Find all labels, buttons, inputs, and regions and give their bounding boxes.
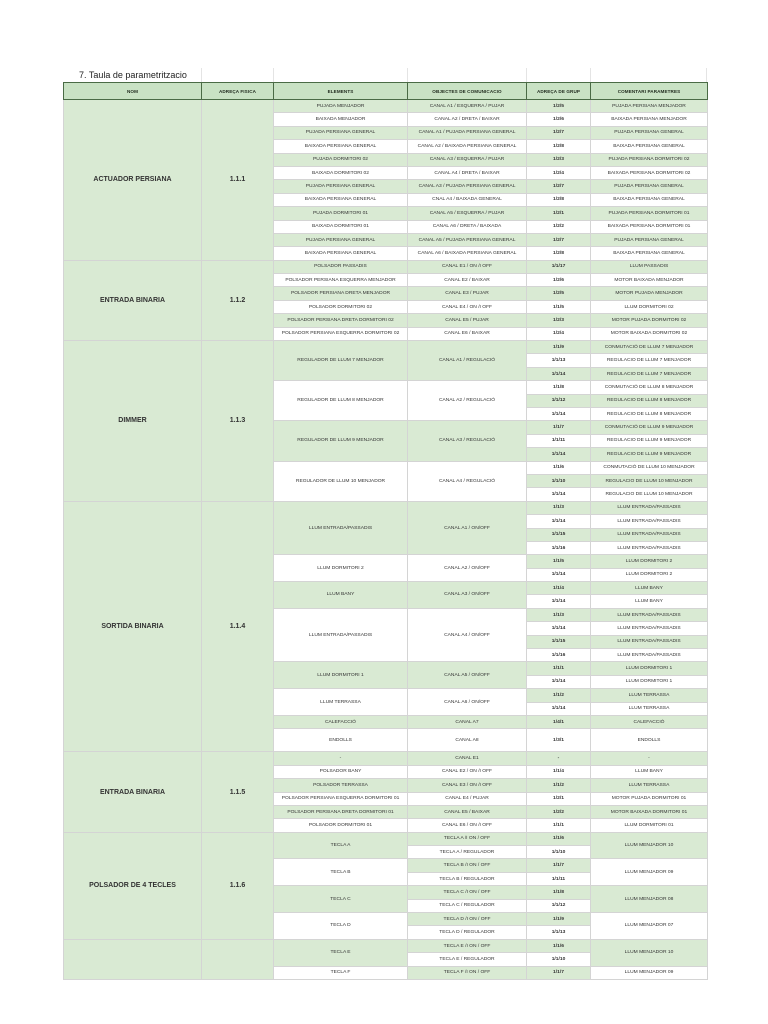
element-cell: BAIXADA DORMITORI 02 bbox=[274, 166, 408, 179]
device-name: DIMMER bbox=[64, 341, 202, 502]
element-cell: LLUM TERRASSA bbox=[274, 689, 408, 716]
comment-cell: REGULACIO DE LLUM 8 MENJADOR bbox=[591, 407, 708, 420]
group-address-cell: 1/1/4 bbox=[527, 582, 591, 595]
group-address-cell: 1/1/2 bbox=[527, 779, 591, 792]
comment-cell: LLUM MENJADOR 09 bbox=[591, 966, 708, 979]
element-cell: BAIXADA PERSIANA GENERAL bbox=[274, 247, 408, 260]
element-cell: PUJADA PERSIANA GENERAL bbox=[274, 180, 408, 193]
comment-cell: PUJADA PERSIANA GENERAL bbox=[591, 233, 708, 246]
comment-cell: MOTOR BAIXADA MENJADOR bbox=[591, 274, 708, 287]
comment-cell: LLUM DORMITORI 01 bbox=[591, 819, 708, 832]
table-body bbox=[64, 100, 708, 980]
comment-cell: LLUM DORMITORI 1 bbox=[591, 662, 708, 675]
group-address-cell: 1/1/6 bbox=[527, 461, 591, 474]
group-address-cell: 1/1/1 bbox=[527, 662, 591, 675]
comment-cell: BAIXADA PERSIANA DORMITORI 02 bbox=[591, 166, 708, 179]
object-cell: CANAL E4 / ON /I OFF bbox=[408, 300, 527, 313]
object-cell: TECLA D / REGULADOR bbox=[408, 926, 527, 939]
group-address-cell: 1/2/8 bbox=[527, 247, 591, 260]
element-cell: POLSADOR DORMITORI 02 bbox=[274, 300, 408, 313]
comment-cell: LLUM ENTRADA/PASSADIS bbox=[591, 515, 708, 528]
object-cell: CANAL A5 / ESQUERRA / PUJAR bbox=[408, 207, 527, 220]
object-cell: CANAL A3 / REGULACIÓ bbox=[408, 421, 527, 461]
object-cell: TECLA C /I ON / OFF bbox=[408, 886, 527, 899]
element-cell: REGULADOR DE LLUM 8 MENJADOR bbox=[274, 381, 408, 421]
element-cell: PUJADA MENJADOR bbox=[274, 100, 408, 113]
comment-cell: LLUM DORMITORI 1 bbox=[591, 675, 708, 688]
group-address-cell: 1/2/7 bbox=[527, 180, 591, 193]
comment-cell: PUJADA PERSIANA DORMITORI 02 bbox=[591, 153, 708, 166]
object-cell: CANAL A1 / ESQUERRA / PUJAR bbox=[408, 100, 527, 113]
comment-cell: PUJADA PERSIANA MENJADOR bbox=[591, 100, 708, 113]
element-cell: LLUM BANY bbox=[274, 582, 408, 609]
device-name: ENTRADA BINARIA bbox=[64, 752, 202, 832]
element-cell: TECLA C bbox=[274, 886, 408, 913]
group-address-cell: 1/1/17 bbox=[527, 260, 591, 273]
group-address-cell: 1/2/1 bbox=[527, 207, 591, 220]
comment-cell: LLUM MENJADOR 10 bbox=[591, 939, 708, 966]
object-cell: CANAL A6 / BAIXADA PERSIANA GENERAL bbox=[408, 247, 527, 260]
comment-cell: LLUM ENTRADA/PASSADIS bbox=[591, 649, 708, 662]
object-cell: TECLA A /I ON / OFF bbox=[408, 832, 527, 845]
element-cell: PUJADA PERSIANA GENERAL bbox=[274, 126, 408, 139]
group-address-cell: 1/1/13 bbox=[527, 926, 591, 939]
comment-cell: LLUM ENTRADA/PASSADIS bbox=[591, 608, 708, 621]
group-address-cell: 1/1/14 bbox=[527, 675, 591, 688]
group-address-cell: 1/1/8 bbox=[527, 886, 591, 899]
element-cell: POLSADOR BANY bbox=[274, 765, 408, 778]
object-cell: CANAL A3 / ON/OFF bbox=[408, 582, 527, 609]
physical-address: 1.1.4 bbox=[202, 501, 274, 752]
object-cell: CANAL A2 / DRETA / BAIXAR bbox=[408, 113, 527, 126]
group-address-cell: 1/1/14 bbox=[527, 515, 591, 528]
group-address-cell: 1/1/10 bbox=[527, 846, 591, 859]
group-address-cell: 1/1/14 bbox=[527, 407, 591, 420]
object-cell: CANAL A2 / REGULACIÓ bbox=[408, 381, 527, 421]
comment-cell: CONMUTACIÓ DE LLUM 10 MENJADOR bbox=[591, 461, 708, 474]
comment-cell: LLUM TERRASSA bbox=[591, 779, 708, 792]
element-cell: POLSADOR PASSADIS bbox=[274, 260, 408, 273]
comment-cell: LLUM ENTRADA/PASSADIS bbox=[591, 635, 708, 648]
object-cell: CNAL A4 / BAIXADA GENERAL bbox=[408, 193, 527, 206]
col-header-adreca-fisica: ADREÇA FISICA bbox=[202, 83, 274, 100]
col-header-nom: NOM bbox=[64, 83, 202, 100]
group-address-cell: 1/1/9 bbox=[527, 913, 591, 926]
object-cell: CANAL A1 / PUJADA PERSIANA GENERAL bbox=[408, 126, 527, 139]
physical-address: 1.1.2 bbox=[202, 260, 274, 340]
object-cell: CANAL E3 / ON /I OFF bbox=[408, 779, 527, 792]
table-row bbox=[64, 832, 708, 845]
group-address-cell: 1/1/7 bbox=[527, 421, 591, 434]
comment-cell: LLUM MENJADOR 10 bbox=[591, 832, 708, 859]
group-address-cell: 1/1/2 bbox=[527, 689, 591, 702]
object-cell: CANAL E4 / PUJAR bbox=[408, 792, 527, 805]
group-address-cell: 1/1/11 bbox=[527, 434, 591, 447]
comment-cell: PUJADA PERSIANA GENERAL bbox=[591, 180, 708, 193]
element-cell: BAIXADA MENJADOR bbox=[274, 113, 408, 126]
group-address-cell: 1/1/14 bbox=[527, 488, 591, 501]
group-address-cell: - bbox=[527, 752, 591, 765]
element-cell: PUJADA DORMITORI 01 bbox=[274, 207, 408, 220]
comment-cell: LLUM MENJADOR 09 bbox=[591, 859, 708, 886]
comment-cell: REGULACIO DE LLUM 9 MENJADOR bbox=[591, 448, 708, 461]
object-cell: CANAL A2 / ON/OFF bbox=[408, 555, 527, 582]
comment-cell: LLUM DORMITORI 2 bbox=[591, 555, 708, 568]
table-row bbox=[64, 341, 708, 354]
comment-cell: REGULACIO DE LLUM 9 MENJADOR bbox=[591, 434, 708, 447]
group-address-cell: 1/2/6 bbox=[527, 274, 591, 287]
group-address-cell: 1/1/13 bbox=[527, 354, 591, 367]
group-address-cell: 1/1/1 bbox=[527, 819, 591, 832]
group-address-cell: 1/2/3 bbox=[527, 153, 591, 166]
header-row bbox=[64, 83, 708, 100]
object-cell: TECLA F /I ON / OFF bbox=[408, 966, 527, 979]
comment-cell: REGULACIO DE LLUM 10 MENJADOR bbox=[591, 488, 708, 501]
comment-cell: LLUM ENTRADA/PASSADIS bbox=[591, 501, 708, 514]
table-row bbox=[64, 752, 708, 765]
group-address-cell: 1/1/15 bbox=[527, 528, 591, 541]
comment-cell: CONMUTACIÓ DE LLUM 7 MENJADOR bbox=[591, 341, 708, 354]
object-cell: TECLA E / REGULADOR bbox=[408, 953, 527, 966]
comment-cell: PUJADA PERSIANA DORMITORI 01 bbox=[591, 207, 708, 220]
group-address-cell: 1/1/7 bbox=[527, 966, 591, 979]
group-address-cell: 1/2/5 bbox=[527, 287, 591, 300]
comment-cell: BAIXADA PERSIANA GENERAL bbox=[591, 193, 708, 206]
group-address-cell: 1/1/7 bbox=[527, 859, 591, 872]
comment-cell: MOTOR PUJADA MENJADOR bbox=[591, 287, 708, 300]
object-cell: TECLA D /I ON / OFF bbox=[408, 913, 527, 926]
comment-cell: CALEFACCIÓ bbox=[591, 715, 708, 728]
group-address-cell: 1/1/6 bbox=[527, 939, 591, 952]
element-cell: ENDOLLS bbox=[274, 729, 408, 752]
object-cell: CANAL A5 / ON/OFF bbox=[408, 662, 527, 689]
object-cell: TECLA B /I ON / OFF bbox=[408, 859, 527, 872]
element-cell: POLSADOR PERSIANA ESQUERRA MENJADOR bbox=[274, 274, 408, 287]
object-cell: CANAL E6 / BAIXAR bbox=[408, 327, 527, 340]
object-cell: CANAL A1 / REGULACIÓ bbox=[408, 341, 527, 381]
parameter-table bbox=[63, 82, 708, 980]
group-address-cell: 1/2/6 bbox=[527, 113, 591, 126]
object-cell: CANAL A4 / REGULACIÓ bbox=[408, 461, 527, 501]
object-cell: CANAL A8 bbox=[408, 729, 527, 752]
object-cell: CANAL E5 / BAIXAR bbox=[408, 805, 527, 818]
table-row bbox=[64, 939, 708, 952]
col-header-elements: ELEMENTS bbox=[274, 83, 408, 100]
group-address-cell: 1/2/3 bbox=[527, 314, 591, 327]
element-cell: BAIXADA PERSIANA GENERAL bbox=[274, 193, 408, 206]
table-row bbox=[64, 100, 708, 113]
physical-address: 1.1.6 bbox=[202, 832, 274, 939]
group-address-cell: 1/1/8 bbox=[527, 381, 591, 394]
group-address-cell: 1/2/4 bbox=[527, 166, 591, 179]
element-cell: POLSADOR TERRASSA bbox=[274, 779, 408, 792]
element-cell: TECLA B bbox=[274, 859, 408, 886]
comment-cell: LLUM PASSADIS bbox=[591, 260, 708, 273]
comment-cell: BAIXADA PERSIANA DORMITORI 01 bbox=[591, 220, 708, 233]
element-cell: BAIXADA PERSIANA GENERAL bbox=[274, 140, 408, 153]
element-cell: POLSADOR DORMITORI 01 bbox=[274, 819, 408, 832]
group-address-cell: 1/1/16 bbox=[527, 649, 591, 662]
object-cell: CANAL A7 bbox=[408, 715, 527, 728]
element-cell: LLUM DORMITORI 1 bbox=[274, 662, 408, 689]
group-address-cell: 1/1/14 bbox=[527, 702, 591, 715]
group-address-cell: 1/3/1 bbox=[527, 729, 591, 752]
object-cell: CANAL E6 / ON /I OFF bbox=[408, 819, 527, 832]
object-cell: CANAL A4 / ON/OFF bbox=[408, 608, 527, 662]
group-address-cell: 1/1/16 bbox=[527, 541, 591, 554]
comment-cell: ENDOLLS bbox=[591, 729, 708, 752]
group-address-cell: 1/2/5 bbox=[527, 100, 591, 113]
object-cell: CANAL A6 / ON/OFF bbox=[408, 689, 527, 716]
element-cell: TECLA D bbox=[274, 913, 408, 940]
comment-cell: CONMUTACIÓ DE LLUM 9 MENJADOR bbox=[591, 421, 708, 434]
sheet-title: 7. Taula de parametritzacio bbox=[79, 70, 187, 80]
group-address-cell: 1/2/8 bbox=[527, 193, 591, 206]
physical-address: 1.1.1 bbox=[202, 100, 274, 261]
comment-cell: BAIXADA PERSIANA MENJADOR bbox=[591, 113, 708, 126]
comment-cell: REGULACIO DE LLUM 7 MENJADOR bbox=[591, 354, 708, 367]
comment-cell: LLUM TERRASSA bbox=[591, 689, 708, 702]
group-address-cell: 1/2/8 bbox=[527, 140, 591, 153]
element-cell: BAIXADA DORMITORI 01 bbox=[274, 220, 408, 233]
object-cell: CANAL E1 / ON /I OFF bbox=[408, 260, 527, 273]
element-cell: LLUM ENTRADA/PASSADIS bbox=[274, 608, 408, 662]
group-address-cell: 1/1/6 bbox=[527, 832, 591, 845]
object-cell: CANAL A4 / DRETA / BAIXAR bbox=[408, 166, 527, 179]
comment-cell: LLUM DORMITORI 2 bbox=[591, 568, 708, 581]
element-cell: TECLA F bbox=[274, 966, 408, 979]
col-header-comentari: COMENTARI PARAMETRES bbox=[591, 83, 708, 100]
comment-cell: LLUM ENTRADA/PASSADIS bbox=[591, 541, 708, 554]
object-cell: CANAL A3 / PUJADA PERSIANA GENERAL bbox=[408, 180, 527, 193]
table-row bbox=[64, 501, 708, 514]
group-address-cell: 1/1/10 bbox=[527, 953, 591, 966]
comment-cell: LLUM ENTRADA/PASSADIS bbox=[591, 622, 708, 635]
element-cell: TECLA A bbox=[274, 832, 408, 859]
element-cell: TECLA E bbox=[274, 939, 408, 966]
object-cell: CANAL A2 / BAIXADA PERSIANA GENERAL bbox=[408, 140, 527, 153]
element-cell: LLUM ENTRADA/PASSADIS bbox=[274, 501, 408, 555]
element-cell: POLSADOR PERSIANA ESQUERRA DORMITORI 01 bbox=[274, 792, 408, 805]
object-cell: CANAL A1 / ON/OFF bbox=[408, 501, 527, 555]
element-cell: POLSADOR PERSIANA DRETA DORMITORI 02 bbox=[274, 314, 408, 327]
comment-cell: CONMUTACIÓ DE LLUM 8 MENJADOR bbox=[591, 381, 708, 394]
comment-cell: LLUM MENJADOR 07 bbox=[591, 913, 708, 940]
device-name: ACTUADOR PERSIANA bbox=[64, 100, 202, 261]
group-address-cell: 1/2/2 bbox=[527, 805, 591, 818]
comment-cell: BAIXADA PERSIANA GENERAL bbox=[591, 247, 708, 260]
comment-cell: PUJADA PERSIANA GENERAL bbox=[591, 126, 708, 139]
comment-cell: LLUM BANY bbox=[591, 765, 708, 778]
comment-cell: LLUM BANY bbox=[591, 595, 708, 608]
group-address-cell: 1/1/14 bbox=[527, 448, 591, 461]
col-header-adreca-grup: ADREÇA DE GRUP bbox=[527, 83, 591, 100]
physical-address: 1.1.3 bbox=[202, 341, 274, 502]
comment-cell: MOTOR BAIXADA DORMITORI 02 bbox=[591, 327, 708, 340]
object-cell: CANAL A3 / ESQUERRA / PUJAR bbox=[408, 153, 527, 166]
device-name: ENTRADA BINARIA bbox=[64, 260, 202, 340]
comment-cell: LLUM TERRASSA bbox=[591, 702, 708, 715]
parameter-sheet bbox=[63, 68, 707, 980]
element-cell: PUJADA PERSIANA GENERAL bbox=[274, 233, 408, 246]
element-cell: POLSADOR PERSIANA DRETA DORMITORI 01 bbox=[274, 805, 408, 818]
group-address-cell: 1/1/14 bbox=[527, 568, 591, 581]
group-address-cell: 1/1/3 bbox=[527, 608, 591, 621]
table-row bbox=[64, 260, 708, 273]
object-cell: TECLA C / REGULADOR bbox=[408, 899, 527, 912]
comment-cell: REGULACIO DE LLUM 10 MENJADOR bbox=[591, 474, 708, 487]
physical-address bbox=[202, 939, 274, 979]
col-header-objectes: OBJECTES DE COMUNICACIO bbox=[408, 83, 527, 100]
element-cell: PUJADA DORMITORI 02 bbox=[274, 153, 408, 166]
comment-cell: LLUM ENTRADA/PASSADIS bbox=[591, 528, 708, 541]
object-cell: CANAL E3 / PUJAR bbox=[408, 287, 527, 300]
object-cell: TECLA B / REGULADOR bbox=[408, 872, 527, 885]
group-address-cell: 1/1/9 bbox=[527, 341, 591, 354]
group-address-cell: 1/1/3 bbox=[527, 501, 591, 514]
object-cell: TECLA A / REGULADOR bbox=[408, 846, 527, 859]
element-cell: POLSADOR PERSIANA DRETA MENJADOR bbox=[274, 287, 408, 300]
device-name: POLSADOR DE 4 TECLES bbox=[64, 832, 202, 939]
object-cell: CANAL A5 / PUJADA PERSIANA GENERAL bbox=[408, 233, 527, 246]
element-cell: LLUM DORMITORI 2 bbox=[274, 555, 408, 582]
group-address-cell: 1/1/11 bbox=[527, 872, 591, 885]
comment-cell: BAIXADA PERSIANA GENERAL bbox=[591, 140, 708, 153]
group-address-cell: 1/2/2 bbox=[527, 220, 591, 233]
comment-cell: REGULACIO DE LLUM 7 MENJADOR bbox=[591, 367, 708, 380]
group-address-cell: 1/1/12 bbox=[527, 899, 591, 912]
element-cell: REGULADOR DE LLUM 10 MENJADOR bbox=[274, 461, 408, 501]
comment-cell: MOTOR PUJADA DORMITORI 02 bbox=[591, 314, 708, 327]
element-cell: REGULADOR DE LLUM 9 MENJADOR bbox=[274, 421, 408, 461]
title-row bbox=[63, 68, 707, 82]
comment-cell: LLUM MENJADOR 08 bbox=[591, 886, 708, 913]
object-cell: CANAL E2 / ON /I OFF bbox=[408, 765, 527, 778]
comment-cell: LLUM DORMITORI 02 bbox=[591, 300, 708, 313]
element-cell: - bbox=[274, 752, 408, 765]
group-address-cell: 1/1/14 bbox=[527, 367, 591, 380]
group-address-cell: 1/1/14 bbox=[527, 622, 591, 635]
comment-cell: - bbox=[591, 752, 708, 765]
group-address-cell: 1/1/5 bbox=[527, 555, 591, 568]
group-address-cell: 1/1/10 bbox=[527, 474, 591, 487]
object-cell: CANAL E1 bbox=[408, 752, 527, 765]
group-address-cell: 1/1/12 bbox=[527, 394, 591, 407]
comment-cell: MOTOR BAIXADA DORMITORI 01 bbox=[591, 805, 708, 818]
device-name: SORTIDA BINARIA bbox=[64, 501, 202, 752]
group-address-cell: 1/1/4 bbox=[527, 765, 591, 778]
group-address-cell: 1/2/4 bbox=[527, 327, 591, 340]
group-address-cell: 1/2/7 bbox=[527, 233, 591, 246]
comment-cell: REGULACIO DE LLUM 8 MENJADOR bbox=[591, 394, 708, 407]
object-cell: CANAL E5 / PUJAR bbox=[408, 314, 527, 327]
group-address-cell: 1/1/14 bbox=[527, 595, 591, 608]
comment-cell: LLUM BANY bbox=[591, 582, 708, 595]
group-address-cell: 1/4/1 bbox=[527, 715, 591, 728]
group-address-cell: 1/1/15 bbox=[527, 635, 591, 648]
element-cell: POLSADOR PERSIANA ESQUERRA DORMITORI 02 bbox=[274, 327, 408, 340]
object-cell: CANAL A6 / DRETA / BAIXADA bbox=[408, 220, 527, 233]
group-address-cell: 1/2/7 bbox=[527, 126, 591, 139]
element-cell: CALEFACCIÓ bbox=[274, 715, 408, 728]
comment-cell: MOTOR PUJADA DORMITORI 01 bbox=[591, 792, 708, 805]
group-address-cell: 1/2/1 bbox=[527, 792, 591, 805]
physical-address: 1.1.5 bbox=[202, 752, 274, 832]
device-name bbox=[64, 939, 202, 979]
object-cell: CANAL E2 / BAIXAR bbox=[408, 274, 527, 287]
group-address-cell: 1/1/5 bbox=[527, 300, 591, 313]
element-cell: REGULADOR DE LLUM 7 MENJADOR bbox=[274, 341, 408, 381]
object-cell: TECLA E /I ON / OFF bbox=[408, 939, 527, 952]
